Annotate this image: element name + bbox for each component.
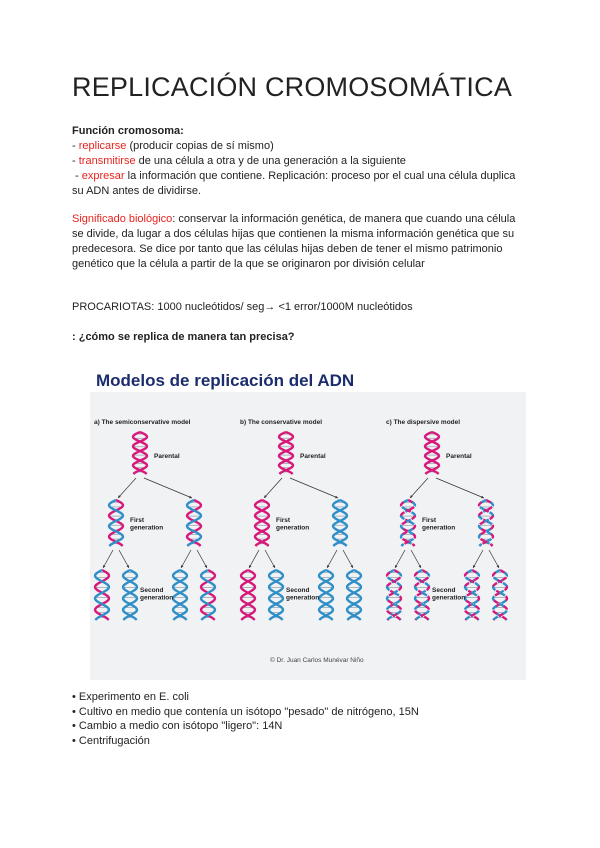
item-prefix: - xyxy=(72,170,82,182)
figure-label-line: Parental xyxy=(154,453,180,460)
bullet-item: • Cultivo en medio que contenía un isótopo "pesado" de nitrógeno, 15N xyxy=(72,705,419,718)
figure-label-line: Parental xyxy=(446,453,472,460)
bullet-list xyxy=(72,690,419,748)
item-prefix: - xyxy=(72,140,79,152)
figure-credit: © Dr. Juan Carlos Munévar Niño xyxy=(270,657,364,664)
term-transmitirse: transmitirse xyxy=(78,155,136,167)
funcion-heading: Función cromosoma: xyxy=(72,125,184,137)
funcion-item xyxy=(72,139,532,154)
figure-panel-background xyxy=(90,392,526,680)
figure-label-line: Second xyxy=(286,587,310,594)
significado-section xyxy=(72,212,532,272)
funcion-item xyxy=(72,154,532,169)
bullet-item: • Cambio a medio con isótopo "ligero": 14N xyxy=(72,720,283,732)
item-text: (producir copias de sí mismo) xyxy=(126,140,274,152)
significado-line: se divide, da lugar a dos células hijas que contienen la misma información genética que su xyxy=(72,228,515,240)
figure-label-line: generation xyxy=(140,594,174,602)
item-prefix: - xyxy=(72,155,79,167)
funcion-continuation: su ADN antes de dividirse. xyxy=(72,185,202,197)
figure-label xyxy=(94,419,191,426)
significado-line xyxy=(72,212,532,227)
term-replicarse: replicarse xyxy=(78,140,127,152)
figure-label-line: generation xyxy=(286,594,320,602)
significado-text: : conservar la información genética, de manera que cuando una célula xyxy=(172,213,516,225)
figure-label xyxy=(446,453,472,460)
figure-label xyxy=(240,419,322,426)
significado-term: Significado biológico xyxy=(72,213,173,225)
page-title: REPLICACIÓN CROMOSOMÁTICA xyxy=(72,72,513,102)
figure-label-line: Parental xyxy=(300,453,326,460)
figure-label-line: First xyxy=(422,517,437,524)
figure-label xyxy=(386,419,460,426)
figure-label-line: Second xyxy=(432,587,456,594)
figure-label-line: b) The conservative model xyxy=(240,419,322,426)
figure-label-line: c) The dispersive model xyxy=(386,419,461,426)
significado-line: genético que la célula a partir de la que se originaron por división celular xyxy=(72,258,425,270)
funcion-section xyxy=(72,124,532,199)
item-text: de una célula a otra y de una generación a la siguiente xyxy=(135,155,406,167)
figure-label xyxy=(300,453,326,460)
significado-line: predecesora. Se dice por tanto que las células hijas deben de tener el mismo patrimonio xyxy=(72,243,503,255)
procariotas-text: PROCARIOTAS: 1000 nucleótidos/ seg→ <1 error/1000M nucleótidos xyxy=(72,301,413,313)
item-text: la información que contiene. Replicación: proceso por el cual una célula duplica xyxy=(124,170,516,182)
figure-label-line: First xyxy=(130,517,145,524)
bullet-item: • Experimento en E. coli xyxy=(72,691,189,703)
figure-label-line: First xyxy=(276,517,291,524)
question-text: : ¿cómo se replica de manera tan precisa? xyxy=(72,331,295,343)
figure-label-line: generation xyxy=(422,524,456,532)
figure-label-line: generation xyxy=(432,594,466,602)
figure-label-line: generation xyxy=(276,524,310,532)
funcion-item xyxy=(72,169,532,184)
figure-title: Modelos de replicación del ADN xyxy=(96,371,355,390)
figure-label xyxy=(154,453,180,460)
figure-label-line: generation xyxy=(130,524,164,532)
replication-models-figure xyxy=(80,360,528,682)
term-expresar: expresar xyxy=(81,170,125,182)
figure-label-line: a) The semiconservative model xyxy=(94,419,191,426)
bullet-item: • Centrifugación xyxy=(72,734,150,747)
figure-label-line: Second xyxy=(140,587,164,594)
